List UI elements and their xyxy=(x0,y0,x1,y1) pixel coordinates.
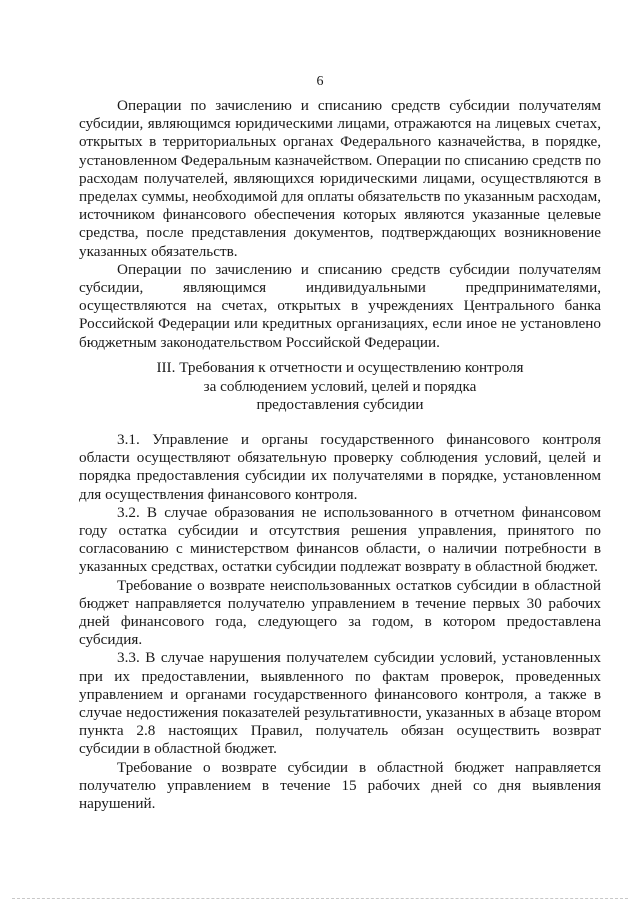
section-heading-line-3: предоставления субсидии xyxy=(256,396,424,414)
paragraph-subsidy-operations-entrepreneurs: Операции по зачислению и списанию средств субсидии получателям субсидии, являющимся индивидуальными предпринимателями, осуществляются на счетах, открытых в учреждениях Центрального банка Российской Федерации или кредитных организациях, если иное не установлено бюджетным законодательством Российской Федерации. xyxy=(79,260,601,351)
paragraph-return-request: Требование о возврате субсидии в областной бюджет направляется получателю управлением в течение 15 рабочих дней со дня выявления нарушений. xyxy=(79,758,601,813)
section-heading-line-1: III. Требования к отчетности и осуществлению контроля xyxy=(156,359,524,376)
paragraphs-top xyxy=(79,97,601,352)
page-number: 6 xyxy=(316,74,324,89)
paragraph-3-1: 3.1. Управление и органы государственного финансового контроля области осуществляют обязательную проверку соблюдения условий, целей и порядка предоставления субсидии их получателями в порядке, установленном для осуществления финансового контроля. xyxy=(79,431,601,503)
paragraph-return-unused-balance: Требование о возврате неиспользованных остатков субсидии в областной бюджет направляется получателю управлением в течение первых 30 рабочих дней финансового года, следующего за годом, в котором предоставлена субсидия. xyxy=(79,576,601,649)
paragraph-subsidy-operations-legal-entities: Операции по зачислению и списанию средств субсидии получателям субсидии, являющимся юридическими лицами, отражаются на лицевых счетах, открытых в территориальных органах Федерального казначейства, в порядке, установленном Федеральным казначейством. Операции по списанию средств по расходам получателей, являющихся юридическими лицами, осуществляются в пределах суммы, необходимой для оплаты обязательств по указанным расходам, источником финансового обеспечения которых являются указанные целевые средства, после представления документов, подтверждающих возникновение указанных обязательств. xyxy=(79,97,601,260)
section-heading-line-2: за соблюдением условий, целей и порядка xyxy=(203,377,477,395)
paragraphs-bottom xyxy=(79,431,601,813)
section-heading xyxy=(79,359,601,415)
footer-scan-edge xyxy=(12,898,628,899)
paragraph-3-2: 3.2. В случае образования не использованного в отчетном финансовом году остатка субсидии и отсутствия решения управления, принятого по согласованию с министерством финансов области, о наличии потребности в указанных средствах, остатки субсидии подлежат возврату в областной бюджет. xyxy=(79,503,601,576)
paragraph-3-3: 3.3. В случае нарушения получателем субсидии условий, установленных при их предоставлении, выявленного по фактам проверок, проведенных управлением и органами государственного финансового контроля, а также в случае недостижения показателей результативности, указанных в абзаце втором пункта 2.8 настоящих Правил, получатель обязан осуществить возврат субсидии в областной бюджет. xyxy=(79,649,601,758)
